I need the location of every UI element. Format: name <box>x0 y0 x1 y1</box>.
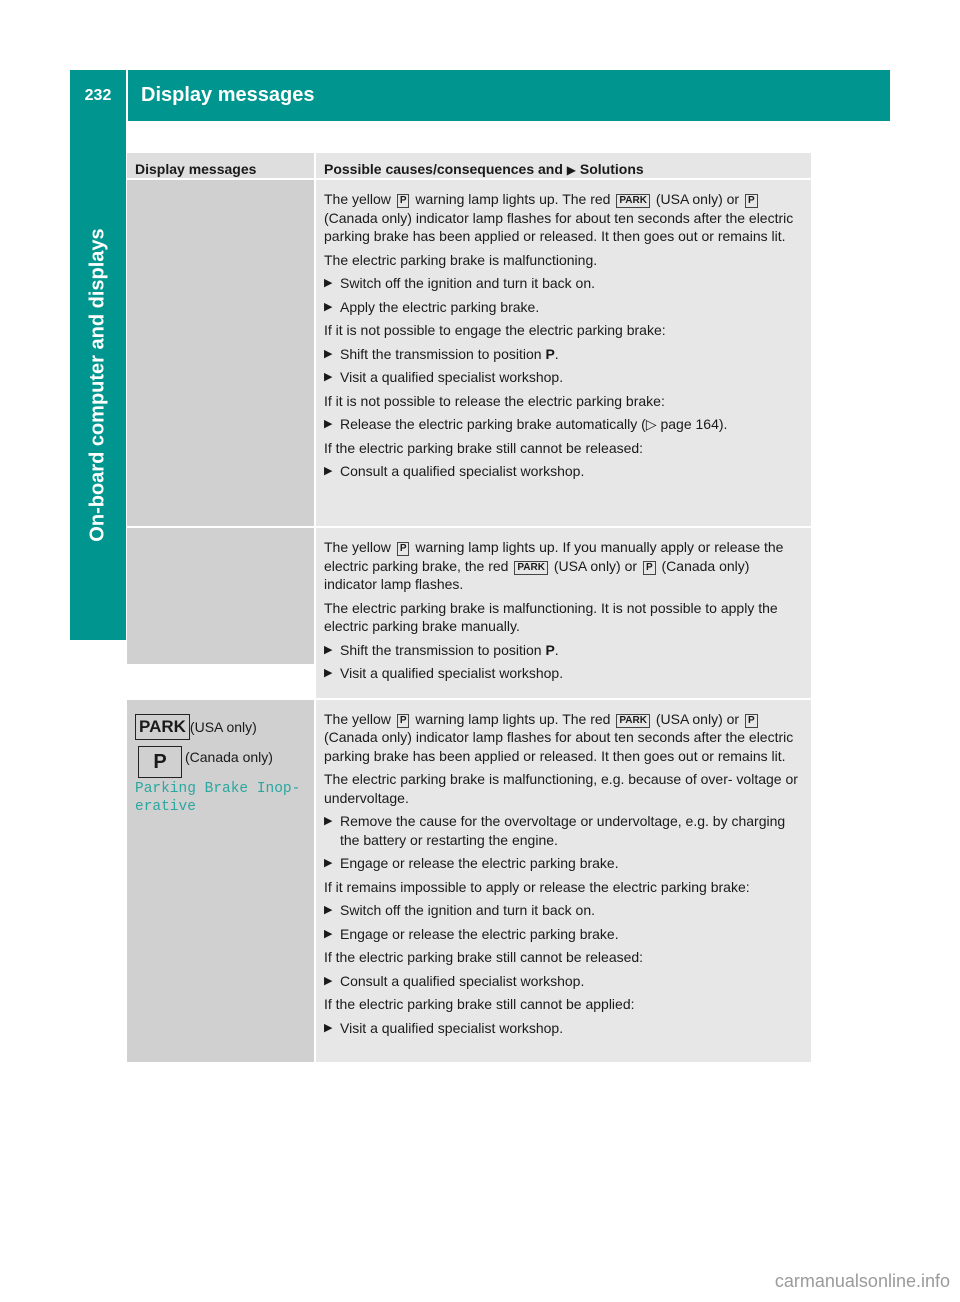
arrow-icon: ▶ <box>324 465 333 477</box>
side-tab-label: On-board computer and displays <box>86 228 109 542</box>
page-ref-icon: ▷ <box>645 416 657 432</box>
arrow-icon: ▶ <box>324 974 333 987</box>
p-lamp-icon: P <box>397 714 410 728</box>
arrow-icon: ▶ <box>324 927 333 940</box>
header-separator <box>126 70 128 121</box>
col-header-display-messages: Display messages <box>127 153 314 178</box>
causes-cell: The yellow P warning lamp lights up. The red PARK (USA only) or P (Canada only) indicator lamp flashes for about ten seconds after the electric parking brake has been applied or released. It then goes out or remains lit. The electric parking brake is malfunctioning. ▶ Switch off the ignition and turn it back on. ▶ Apply the electric parking brake. If it is not possible to engage the electric parking brake: ▶ Shift the transmission to position P. ▶ Visit a qualified specialist workshop. If it is not possible to release the electric parking brake: ▶ Release the electric parking brake automatically (▷ page 164). If the electric parking brake still cannot be released: ▶ Consult a qualified specialist workshop. <box>314 180 811 526</box>
p-indicator-icon: P <box>138 746 182 778</box>
arrow-icon: ▶ <box>324 667 333 679</box>
arrow-icon: ▶ <box>324 904 333 916</box>
p-lamp-icon: P <box>397 194 410 208</box>
arrow-icon: ▶ <box>566 163 577 177</box>
arrow-icon: ▶ <box>324 277 333 289</box>
arrow-icon: ▶ <box>324 643 333 656</box>
park-lamp-icon: PARK <box>616 714 650 728</box>
arrow-icon: ▶ <box>324 1021 333 1034</box>
park-indicator-icon: PARK <box>135 714 190 740</box>
arrow-icon: ▶ <box>324 300 333 313</box>
p-lamp-icon: P <box>643 561 656 575</box>
display-cell: PARK (USA only) P (Canada only) Parking Brake Inop‐ erative <box>127 700 314 1062</box>
p-lamp-icon: P <box>397 542 410 556</box>
messages-table <box>127 153 811 1064</box>
page-number: 232 <box>84 86 112 104</box>
table-row <box>127 180 811 528</box>
arrow-icon: ▶ <box>324 371 333 383</box>
causes-cell: The yellow P warning lamp lights up. The red PARK (USA only) or P (Canada only) indicator lamp flashes for about ten seconds after the electric parking brake has been applied or released. It then goes out or remains lit. The electric parking brake is malfunctioning, e.g. because of over- voltage or undervoltage. ▶ Remove the cause for the overvoltage or undervoltage, e.g. by charging the battery or restarting the engine. ▶ Engage or release the electric parking brake. If it remains impossible to apply or release the electric parking brake: ▶ Switch off the ignition and turn it back on. ▶ Engage or release the electric parking brake. If the electric parking brake still cannot be released: ▶ Consult a qualified specialist workshop. If the electric parking brake still cannot be applied: ▶ Visit a qualified specialist workshop. <box>314 700 811 1062</box>
page-title: Display messages <box>141 84 315 106</box>
col-header-causes: Possible causes/consequences and ▶ Solutions <box>314 153 811 178</box>
display-cell-empty <box>127 528 314 664</box>
watermark: carmanualsonline.info <box>774 1271 950 1291</box>
park-lamp-icon: PARK <box>514 561 548 575</box>
table-row <box>127 528 811 700</box>
arrow-icon: ▶ <box>324 857 333 869</box>
p-lamp-icon: P <box>745 714 758 728</box>
table-header-row <box>127 153 811 180</box>
display-message-text: Parking Brake Inop‐ erative <box>135 780 301 815</box>
park-lamp-icon: PARK <box>616 194 650 208</box>
arrow-icon: ▶ <box>324 815 333 827</box>
causes-cell: The yellow P warning lamp lights up. If you manually apply or release the electric parking brake, the red PARK (USA only) or P (Canada only) indicator lamp flashes. The electric parking brake is malfunctioning. It is not possible to apply the electric parking brake manually. ▶ Shift the transmission to position P. ▶ Visit a qualified specialist workshop. <box>314 528 811 698</box>
arrow-icon: ▶ <box>324 347 333 360</box>
p-lamp-icon: P <box>745 194 758 208</box>
table-row <box>127 700 811 1064</box>
display-cell-empty <box>127 180 314 526</box>
arrow-icon: ▶ <box>324 418 333 430</box>
